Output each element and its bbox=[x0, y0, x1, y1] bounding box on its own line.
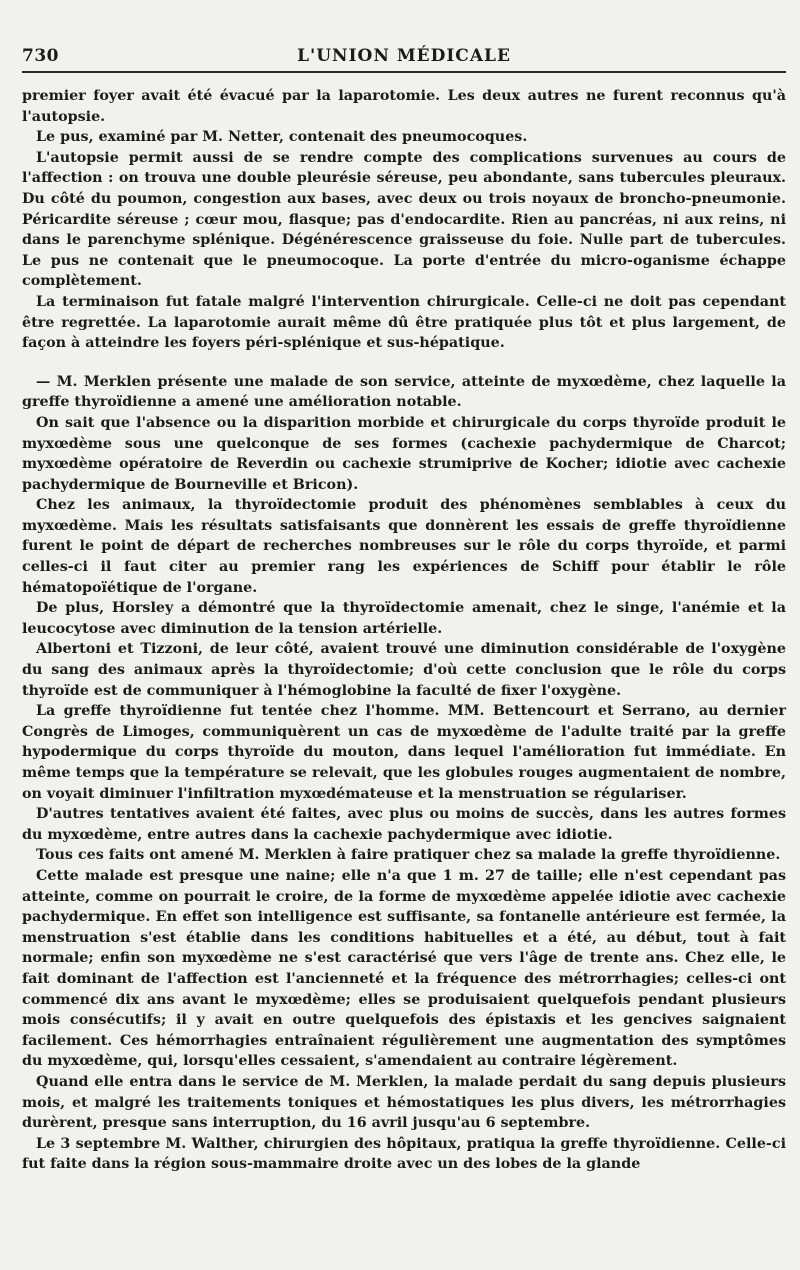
paragraph: Chez les animaux, la thyroïdectomie produit des phénomènes semblables à ceux du myxœdème. Mais les résultats satisfaisants que donnèrent les essais de greffe thyroïdienne furent le point de départ de recherches nombreuses sur le rôle du corps thyroïde, et parmi celles-ci il faut citer au premier rang les expériences de Schiff pour établir le rôle hématopoïétique de l'organe. bbox=[22, 497, 786, 596]
paragraph: La greffe thyroïdienne fut tentée chez l'homme. MM. Bettencourt et Serrano, au dernier Congrès de Limoges, communiquèrent un cas de myxœdème de l'adulte traité par la greffe hypodermique du corps thyroïde du mouton, dans lequel l'amélioration fut immédiate. En même temps que la température se relevait, que les globules rouges augmentaient de nombre, on voyait diminuer l'infiltration myxœdémateuse et la menstruation se régulariser. bbox=[22, 703, 786, 802]
paragraph: Albertoni et Tizzoni, de leur côté, avaient trouvé une diminution considérable de l'oxygène du sang des animaux après la thyroïdectomie; d'où cette conclusion que le rôle du corps thyroïde est de communiquer à l'hémoglobine la faculté de fixer l'oxygène. bbox=[22, 641, 786, 699]
paragraph: — M. Merklen présente une malade de son service, atteinte de myxœdème, chez laquelle la greffe thyroïdienne a amené une amélioration notable. bbox=[22, 373, 786, 411]
paragraph: Le 3 septembre M. Walther, chirurgien des hôpitaux, pratiqua la greffe thyroïdienne. Celle-ci fut faite dans la région sous-mammaire droite avec un des lobes de la glande bbox=[22, 1135, 786, 1173]
running-title: L'UNION MÉDICALE bbox=[297, 46, 511, 66]
page-header bbox=[22, 42, 786, 72]
paragraph: Tous ces faits ont amené M. Merklen à faire pratiquer chez sa malade la greffe thyroïdienne. bbox=[36, 847, 781, 864]
paragraph: Le pus, examiné par M. Netter, contenait des pneumocoques. bbox=[36, 129, 528, 146]
paragraph: L'autopsie permit aussi de se rendre compte des complications survenues au cours de l'affection : on trouva une double pleurésie séreuse, peu abondante, sans tubercules pleuraux. Du côté du poumon, congestion aux bases, avec deux ou trois noyaux de broncho-pneumonie. Péricardite séreuse ; cœur mou, flasque; pas d'endocardite. Rien au pancréas, ni aux reins, ni dans le parenchyme splénique. Dégénérescence graisseuse du foie. Nulle part de tubercules. Le pus ne contenait que le pneumocoque. La porte d'entrée du micro-oganisme échappe complètement. bbox=[22, 149, 786, 290]
page-number: 730 bbox=[22, 46, 59, 66]
header-rule bbox=[22, 71, 786, 73]
paragraph: La terminaison fut fatale malgré l'intervention chirurgicale. Celle-ci ne doit pas cependant être regrettée. La laparotomie aurait même dû être pratiquée plus tôt et plus largement, de façon à atteindre les foyers péri-splénique et sus-hépatique. bbox=[22, 293, 786, 352]
paragraph: D'autres tentatives avaient été faites, avec plus ou moins de succès, dans les autres formes du myxœdème, entre autres dans la cachexie pachydermique avec idiotie. bbox=[22, 806, 786, 843]
paragraph: On sait que l'absence ou la disparition morbide et chirurgicale du corps thyroïde produit le myxœdème sous une quelconque de ses formes (cachexie pachydermique de Charcot; myxœdème opératoire de Reverdin ou cachexie strumiprive de Kocher; idiotie avec cachexie pachydermique de Bourneville et Bricon). bbox=[22, 414, 786, 493]
paragraph: Quand elle entra dans le service de M. Merklen, la malade perdait du sang depuis plusieurs mois, et malgré les traitements toniques et hémostatiques les plus divers, les métrorrhagies durèrent, presque sans interruption, du 16 avril jusqu'au 6 septembre. bbox=[22, 1073, 786, 1132]
paragraph: De plus, Horsley a démontré que la thyroïdectomie amenait, chez le singe, l'anémie et la leucocytose avec diminution de la tension artérielle. bbox=[22, 600, 786, 637]
paragraph: premier foyer avait été évacué par la laparotomie. Les deux autres ne furent reconnus qu'à l'autopsie. bbox=[22, 88, 786, 125]
article-body bbox=[22, 86, 786, 1175]
paragraph: Cette malade est presque une naine; elle n'a que 1 m. 27 de taille; elle n'est cependant pas atteinte, comme on pourrait le croire, de la forme de myxœdème appelée idiotie avec cachexie pachydermique. En effet son intelligence est suffisante, sa fontanelle antérieure est fermée, la menstruation s'est établie dans les conditions habituelles et a été, au début, tout à fait normale; enfin son myxœdème ne s'est caractérisé que vers l'âge de trente ans. Chez elle, le fait dominant de l'affection est l'ancienneté et la fréquence des métrorrhagies; celles-ci ont commencé dix ans avant le myxœdème; elles se produisaient quelquefois pendant plusieurs mois consécutifs; il y avait en outre quelquefois des épistaxis et les gencives saignaient facilement. Ces hémorrhagies entraînaient régulièrement une augmentation des symptômes du myxœdème, qui, lorsqu'elles cessaient, s'amendaient au contraire légèrement. bbox=[22, 867, 786, 1070]
